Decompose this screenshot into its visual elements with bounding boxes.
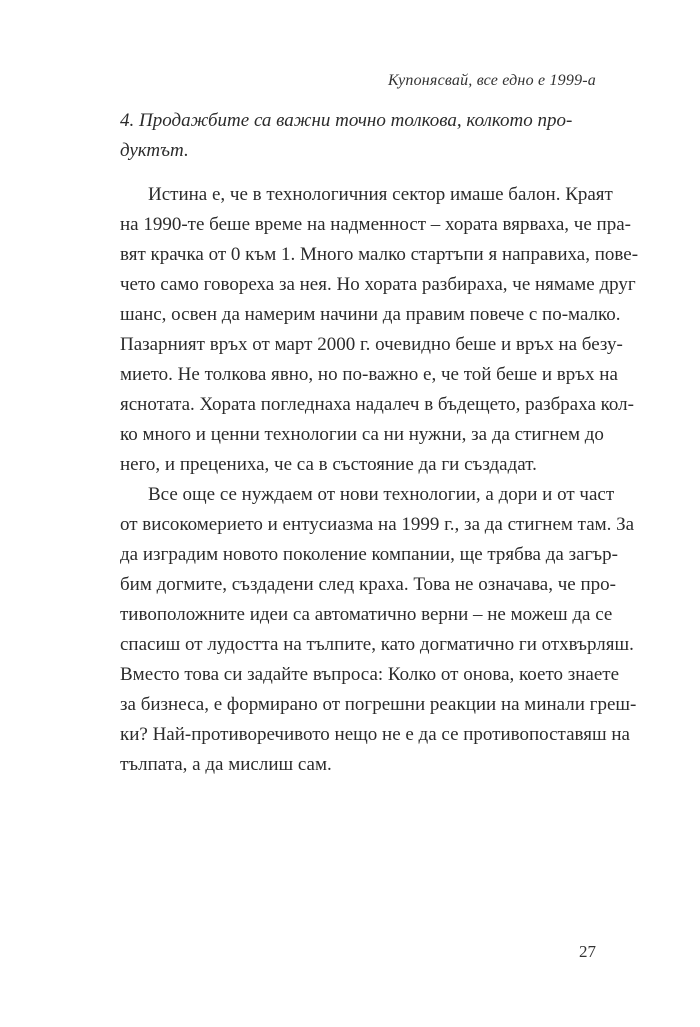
- text-line: ки? Най-противоречивото нещо не е да се противопоставяш на: [120, 724, 630, 745]
- heading-line: 4. Продажбите са важни точно толкова, колкото про-: [120, 110, 573, 131]
- paragraph-2: [120, 480, 637, 780]
- text-line: за бизнеса, е формирано от погрешни реакции на минали греш-: [120, 694, 637, 715]
- text-line: шанс, освен да намерим начини да правим повече с по-малко.: [120, 304, 621, 325]
- section-heading: [120, 106, 590, 166]
- text-line: него, и прецениха, че са в състояние да ги създадат.: [120, 454, 537, 475]
- text-line: Истина е, че в технологичния сектор имаше балон. Краят: [148, 184, 613, 205]
- text-line: чето само говореха за нея. Но хората разбираха, че нямаме друг: [120, 274, 636, 295]
- text-line: вят крачка от 0 към 1. Много малко стартъпи я направиха, пове-: [120, 244, 639, 265]
- text-line: спасиш от лудостта на тълпите, като догматично ги отхвърляш.: [120, 634, 634, 655]
- text-line: тълпата, а да мислиш сам.: [120, 754, 332, 775]
- text-line: от високомерието и ентусиазма на 1999 г., за да стигнем там. За: [120, 514, 635, 535]
- text-line: Пазарният връх от март 2000 г. очевидно беше и връх на безу-: [120, 334, 623, 355]
- heading-line: дуктът.: [120, 140, 189, 161]
- text-line: на 1990-те беше време на надменност – хората вярваха, че пра-: [120, 214, 631, 235]
- text-line: мието. Не толкова явно, но по-важно е, че той беше и връх на: [120, 364, 618, 385]
- text-line: Все още се нуждаем от нови технологии, а дори и от част: [148, 484, 615, 505]
- text-line: яснотата. Хората погледнаха надалеч в бъдещето, разбраха кол-: [120, 394, 634, 415]
- text-line: да изградим новото поколение компании, ще трябва да загър-: [120, 544, 618, 565]
- text-line: ко много и ценни технологии са ни нужни, за да стигнем до: [120, 424, 604, 445]
- page-number: 27: [579, 942, 596, 961]
- text-line: Вместо това си задайте въпроса: Колко от онова, което знаете: [120, 664, 620, 685]
- body-text: [120, 180, 639, 780]
- paragraph-1: [120, 180, 639, 480]
- text-line: тивоположните идеи са автоматично верни – не можеш да се: [120, 604, 613, 625]
- text-line: бим догмите, създадени след краха. Това не означава, че про-: [120, 574, 616, 595]
- running-header: Купонясвай, все едно е 1999-а: [387, 72, 596, 89]
